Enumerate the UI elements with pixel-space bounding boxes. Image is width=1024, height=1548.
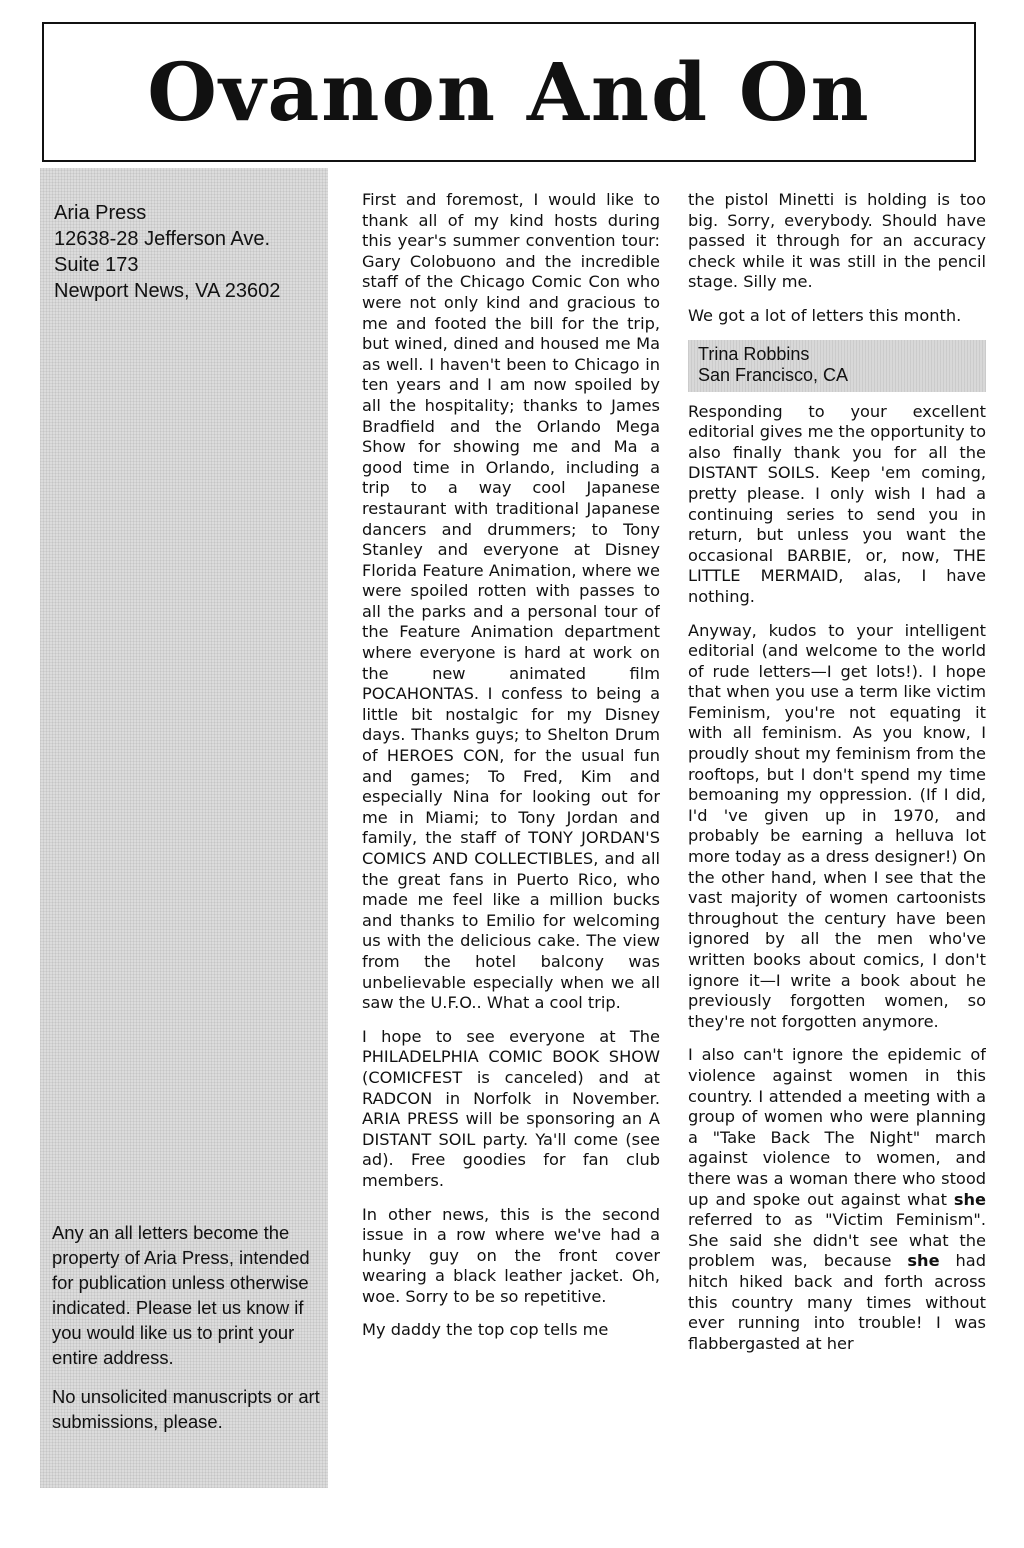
- paragraph: I hope to see everyone at The PHILADELPHIA COMIC BOOK SHOW (COMICFEST is canceled) and at RADCON in Norfolk in November. ARIA PRESS will be sponsoring an A DISTANT SOIL party. Ya'll come (see ad). Free goodies for fan club members.: [362, 1026, 660, 1190]
- paragraph: Anyway, kudos to your intelligent editorial (and welcome to the world of rude letters—I get lots!). I hope that when you use a term like victim Feminism, you're not equating it with all feminism. As you know, I proudly shout my feminism from the rooftops, but I don't spend my time bemoaning my oppression. (If I did, I'd 've given up in 1970, and probably be earning a helluva lot more today as a dress designer!) On the other hand, when I see that the vast majority of women cartoonists throughout the century have been ignored by all the men who've written books about comics, I don't ignore it—I write a book about he previously forgotten women, so they're not forgotten anymore.: [688, 620, 986, 1031]
- column-2: [688, 190, 986, 1530]
- text-run: referred to as "Victim Feminism". She said she didn't see what the problem was, because: [688, 1210, 986, 1271]
- letter-author: Trina Robbins: [698, 343, 810, 364]
- sidebar: [40, 168, 328, 1488]
- sidebar-notes: [52, 1220, 328, 1448]
- letter-location: San Francisco, CA: [698, 364, 849, 385]
- address-line: Suite 173: [54, 254, 139, 276]
- paragraph: We got a lot of letters this month.: [688, 305, 962, 325]
- address-line: 12638-28 Jefferson Ave.: [54, 228, 271, 250]
- paragraph: In other news, this is the second issue in a row where we've had a hunky guy on the front cover wearing a black leather jacket. Oh, woe. Sorry to be so repetitive.: [362, 1204, 660, 1306]
- publisher-address: [54, 200, 324, 304]
- letters-policy: Any an all letters become the property of Aria Press, intended for publication unless otherwise indicated. Please let us know if you would like us to print your entire address.: [52, 1222, 310, 1368]
- paragraph: My daddy the top cop tells me: [362, 1320, 609, 1340]
- column-1: [362, 190, 660, 1530]
- paragraph: First and foremost, I would like to thank all of my kind hosts during this year's summer convention tour: Gary Colobuono and the incredible staff of the Chicago Comic Con who were not only kind and gracious to me and footed the bill for the trip, but wined, dined and housed me Ma as well. I haven't been to Chicago in ten years and I am now spoiled by all the hospitality; thanks to James Bradfield and the Orlando Mega Show for showing me and Ma a good time in Orlando, including a trip to a way cool Japanese restaurant with traditional Japanese dancers and drummers; to Tony Stanley and everyone at Disney Florida Feature Animation, where we were spoiled rotten with passes to all the parks and a personal tour of the Feature Animation department where everyone is hard at work on the new animated film POCAHONTAS. I confess to being a little bit nostalgic for my Disney days. Thanks guys; to Shelton Drum of HEROES CON, for the usual fun and games; To Fred, Kim and especially Nina for looking out for me in Miami; to Tony Jordan and family, the staff of TONY JORDAN'S COMICS AND COLLECTIBLES, and all the great fans in Puerto Rico, who made me feel like a million bucks and thanks to Emilio for welcoming us with the delicious cake. The view from the hotel balcony was unbelievable especially when we all saw the U.F.O.. What a cool trip.: [362, 190, 660, 1013]
- letter-header: [688, 340, 986, 392]
- paragraph: the pistol Minetti is holding is too big. Sorry, everybody. Should have passed it through for an accuracy check while it was still in the pencil stage. Silly me.: [688, 190, 986, 292]
- text-run: I also can't ignore the epidemic of violence against women in this country. I attended a meeting with a group of women who were planning a "Take Back The Night" march against violence to women, and there was a woman there who stood up and spoke out against what: [688, 1045, 986, 1209]
- address-line: Aria Press: [54, 202, 147, 224]
- emphasis: she: [907, 1251, 940, 1271]
- paragraph: [688, 1045, 986, 1354]
- page-title: Ovanon And On: [147, 45, 871, 139]
- emphasis: she: [953, 1189, 986, 1209]
- header-box: [42, 22, 976, 162]
- address-line: Newport News, VA 23602: [54, 280, 281, 302]
- text-run: had hitch hiked back and forth across this country many times without ever running into trouble! I was flabbergasted at her: [688, 1251, 986, 1353]
- submissions-policy: No unsolicited manuscripts or art submissions, please.: [52, 1386, 320, 1432]
- paragraph: Responding to your excellent editorial gives me the opportunity to also finally thank you for all the DISTANT SOILS. Keep 'em coming, pretty please. I only wish I had a continuing series to send you in return, but unless you want the occasional BARBIE, or, now, THE LITTLE MERMAID, alas, I have nothing.: [688, 401, 986, 606]
